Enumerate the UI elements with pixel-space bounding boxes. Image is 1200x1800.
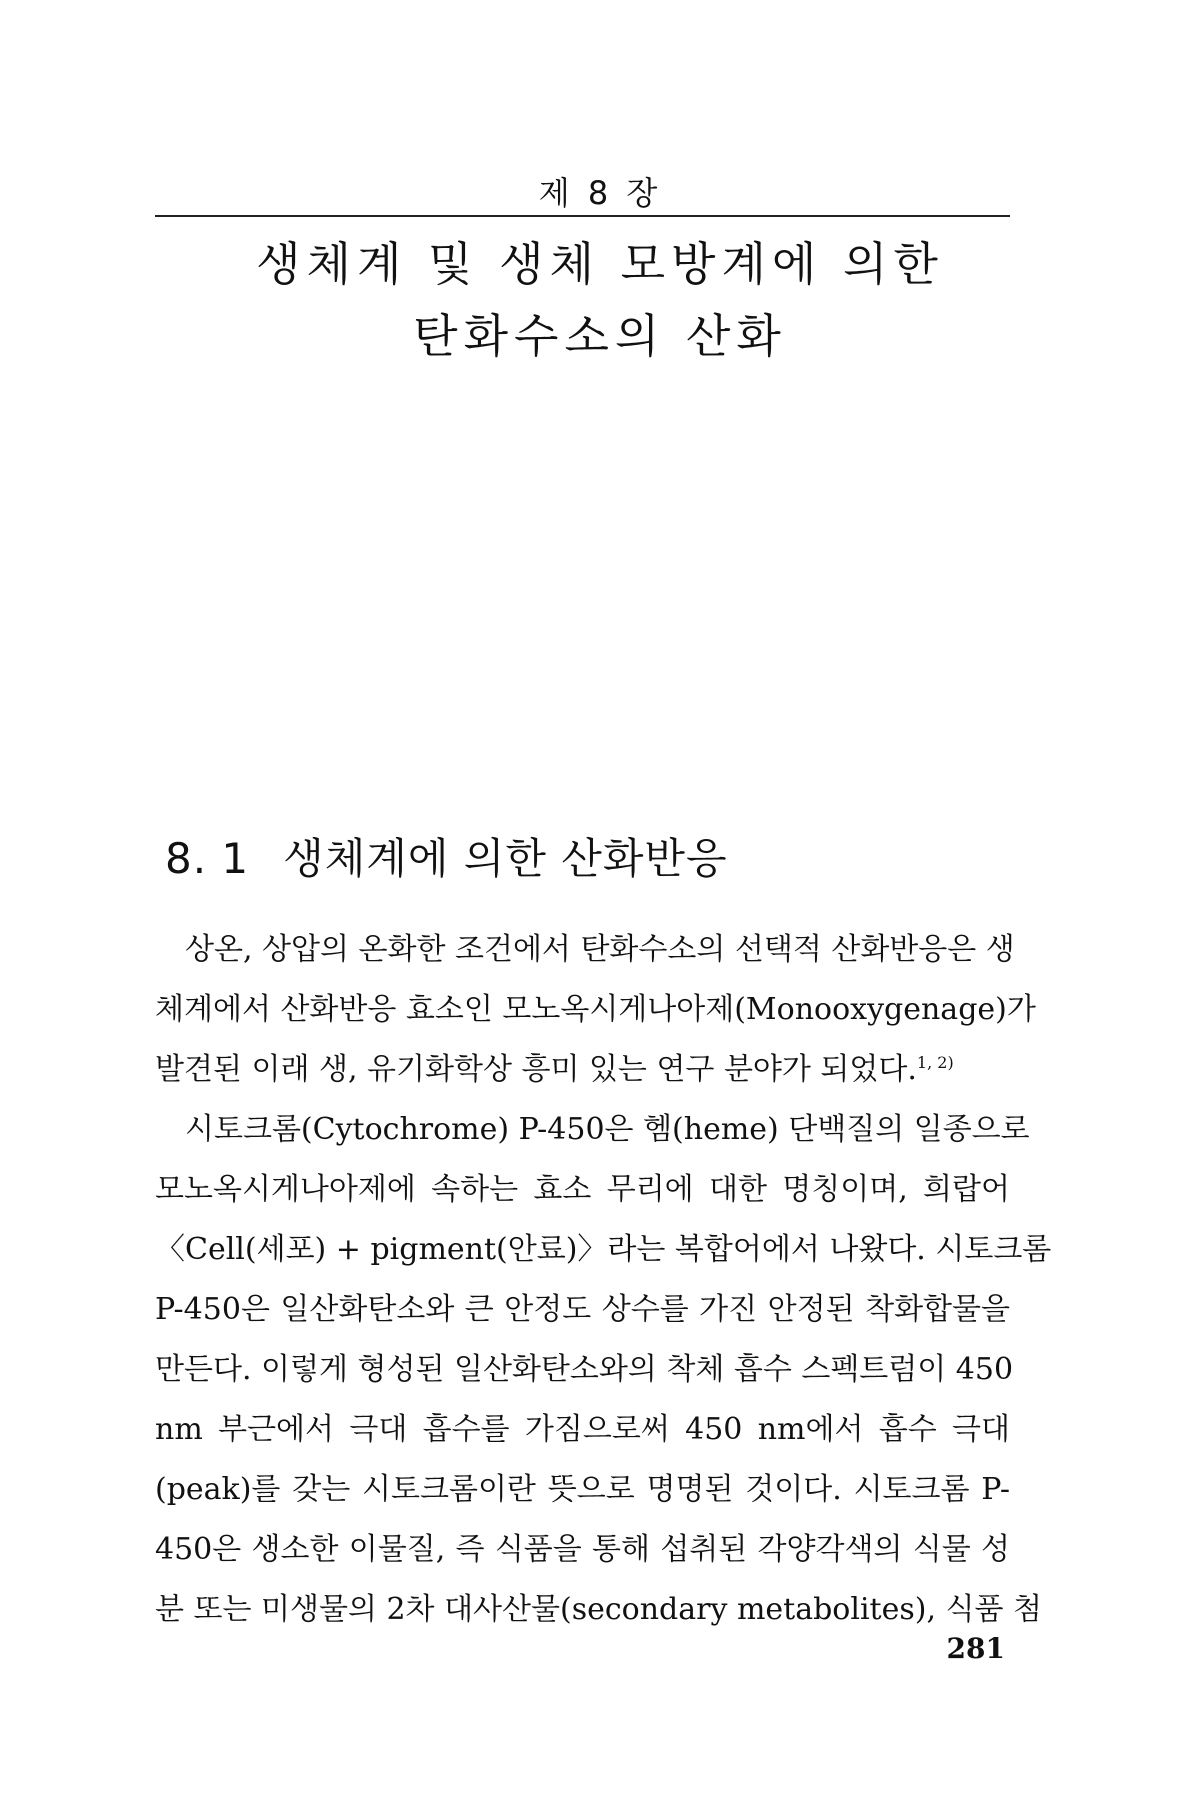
text-line: 체계에서 산화반응 효소인 모노옥시게나아제(Monooxygenage)가 — [155, 992, 1036, 1027]
text-line-content: 발견된 이래 생, 유기화학상 흥미 있는 연구 분야가 되었다. — [155, 1052, 917, 1087]
body-text — [155, 920, 1052, 1640]
citation-superscript: 1, 2) — [916, 1053, 954, 1072]
text-line: nm 부근에서 극대 흡수를 가짐으로써 450 nm에서 흡수 극대 — [155, 1412, 1010, 1447]
text-line: 〈Cell(세포) + pigment(안료)〉라는 복합어에서 나왔다. 시토크롬 — [155, 1232, 1052, 1267]
chapter-divider — [155, 215, 1010, 217]
text-line — [155, 1040, 1010, 1100]
chapter-label: 제 8 장 — [538, 174, 662, 212]
text-line: P-450은 일산화탄소와 큰 안정도 상수를 가진 안정된 착화합물을 — [155, 1292, 1010, 1327]
chapter-title-line: 탄화수소의 산화 — [413, 309, 787, 363]
text-line: 모노옥시게나아제에 속하는 효소 무리에 대한 명칭이며, 희랍어 — [155, 1172, 1010, 1207]
text-line: (peak)를 갖는 시토크롬이란 뜻으로 명명된 것이다. 시토크롬 P- — [155, 1472, 1010, 1507]
text-line: 450은 생소한 이물질, 즉 식품을 통해 섭취된 각양각색의 식물 성 — [155, 1532, 1010, 1567]
text-line: 분 또는 미생물의 2차 대사산물(secondary metabolites), 식품 첨 — [155, 1592, 1042, 1627]
section-title: 생체계에 의한 산화반응 — [283, 834, 728, 883]
section-heading — [165, 826, 728, 886]
text-line: 상온, 상압의 온화한 조건에서 탄화수소의 선택적 산화반응은 생 — [185, 932, 1015, 967]
chapter-title — [0, 228, 1200, 372]
section-number: 8. 1 — [165, 834, 250, 883]
page-number: 281 — [946, 1632, 1005, 1665]
text-line: 만든다. 이렇게 형성된 일산화탄소와의 착체 흡수 스펙트럼이 450 — [155, 1352, 1014, 1387]
chapter-title-line: 생체계 및 생체 모방계에 의한 — [256, 237, 944, 291]
text-line: 시토크롬(Cytochrome) P-450은 헴(heme) 단백질의 일종으로 — [185, 1112, 1030, 1147]
